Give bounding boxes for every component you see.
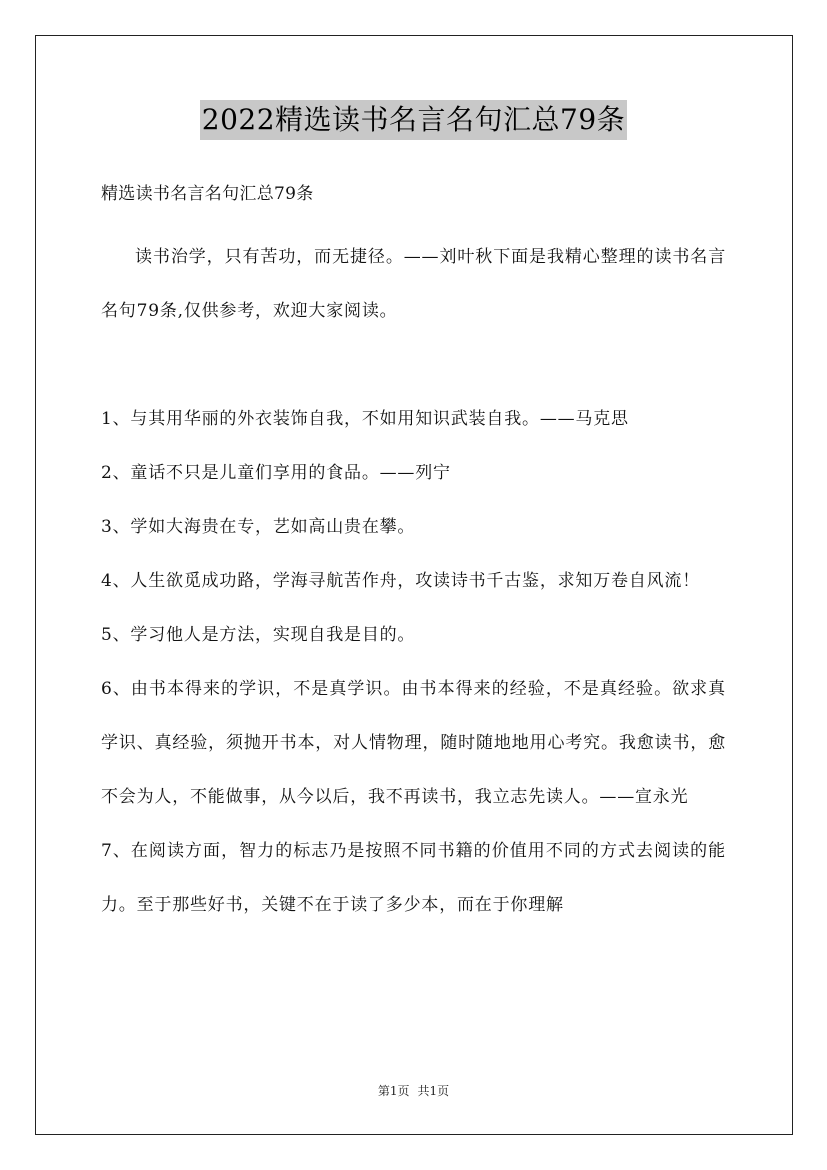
- intro-paragraph: 读书治学，只有苦功，而无捷径。——刘叶秋下面是我精心整理的读书名言名句79条,仅供参考，欢迎大家阅读。: [101, 247, 726, 321]
- document-subtitle: 精选读书名言名句汇总79条: [101, 184, 314, 204]
- quote-item: 1、与其用华丽的外衣装饰自我，不如用知识武装自我。——马克思: [101, 409, 629, 429]
- quote-item: 4、人生欲觅成功路，学海寻航苦作舟，攻读诗书千古鉴，求知万卷自风流！: [101, 571, 701, 591]
- document-body: [101, 230, 726, 932]
- page-total: 共1页: [417, 1084, 450, 1098]
- quote-item: 5、学习他人是方法，实现自我是目的。: [101, 625, 416, 645]
- quote-item: 2、童话不只是儿童们享用的食品。——列宁: [101, 463, 451, 483]
- quote-item: 7、在阅读方面，智力的标志乃是按照不同书籍的价值用不同的方式去阅读的能力。至于那些好书，关键不在于读了多少本，而在于你理解: [101, 841, 726, 915]
- document-title: 2022精选读书名言名句汇总79条: [200, 100, 627, 140]
- page-footer: [0, 1083, 827, 1099]
- quote-item: 6、由书本得来的学识，不是真学识。由书本得来的经验，不是真经验。欲求真学识、真经验，须抛开书本，对人情物理，随时随地地用心考究。我愈读书，愈不会为人，不能做事，从今以后，我不再读书，我立志先读人。——宣永光: [101, 679, 726, 807]
- quote-item: 3、学如大海贵在专，艺如高山贵在攀。: [101, 517, 416, 537]
- page-number: 第1页: [377, 1084, 410, 1098]
- title-container: [0, 100, 827, 140]
- paragraph-spacer: [101, 338, 726, 392]
